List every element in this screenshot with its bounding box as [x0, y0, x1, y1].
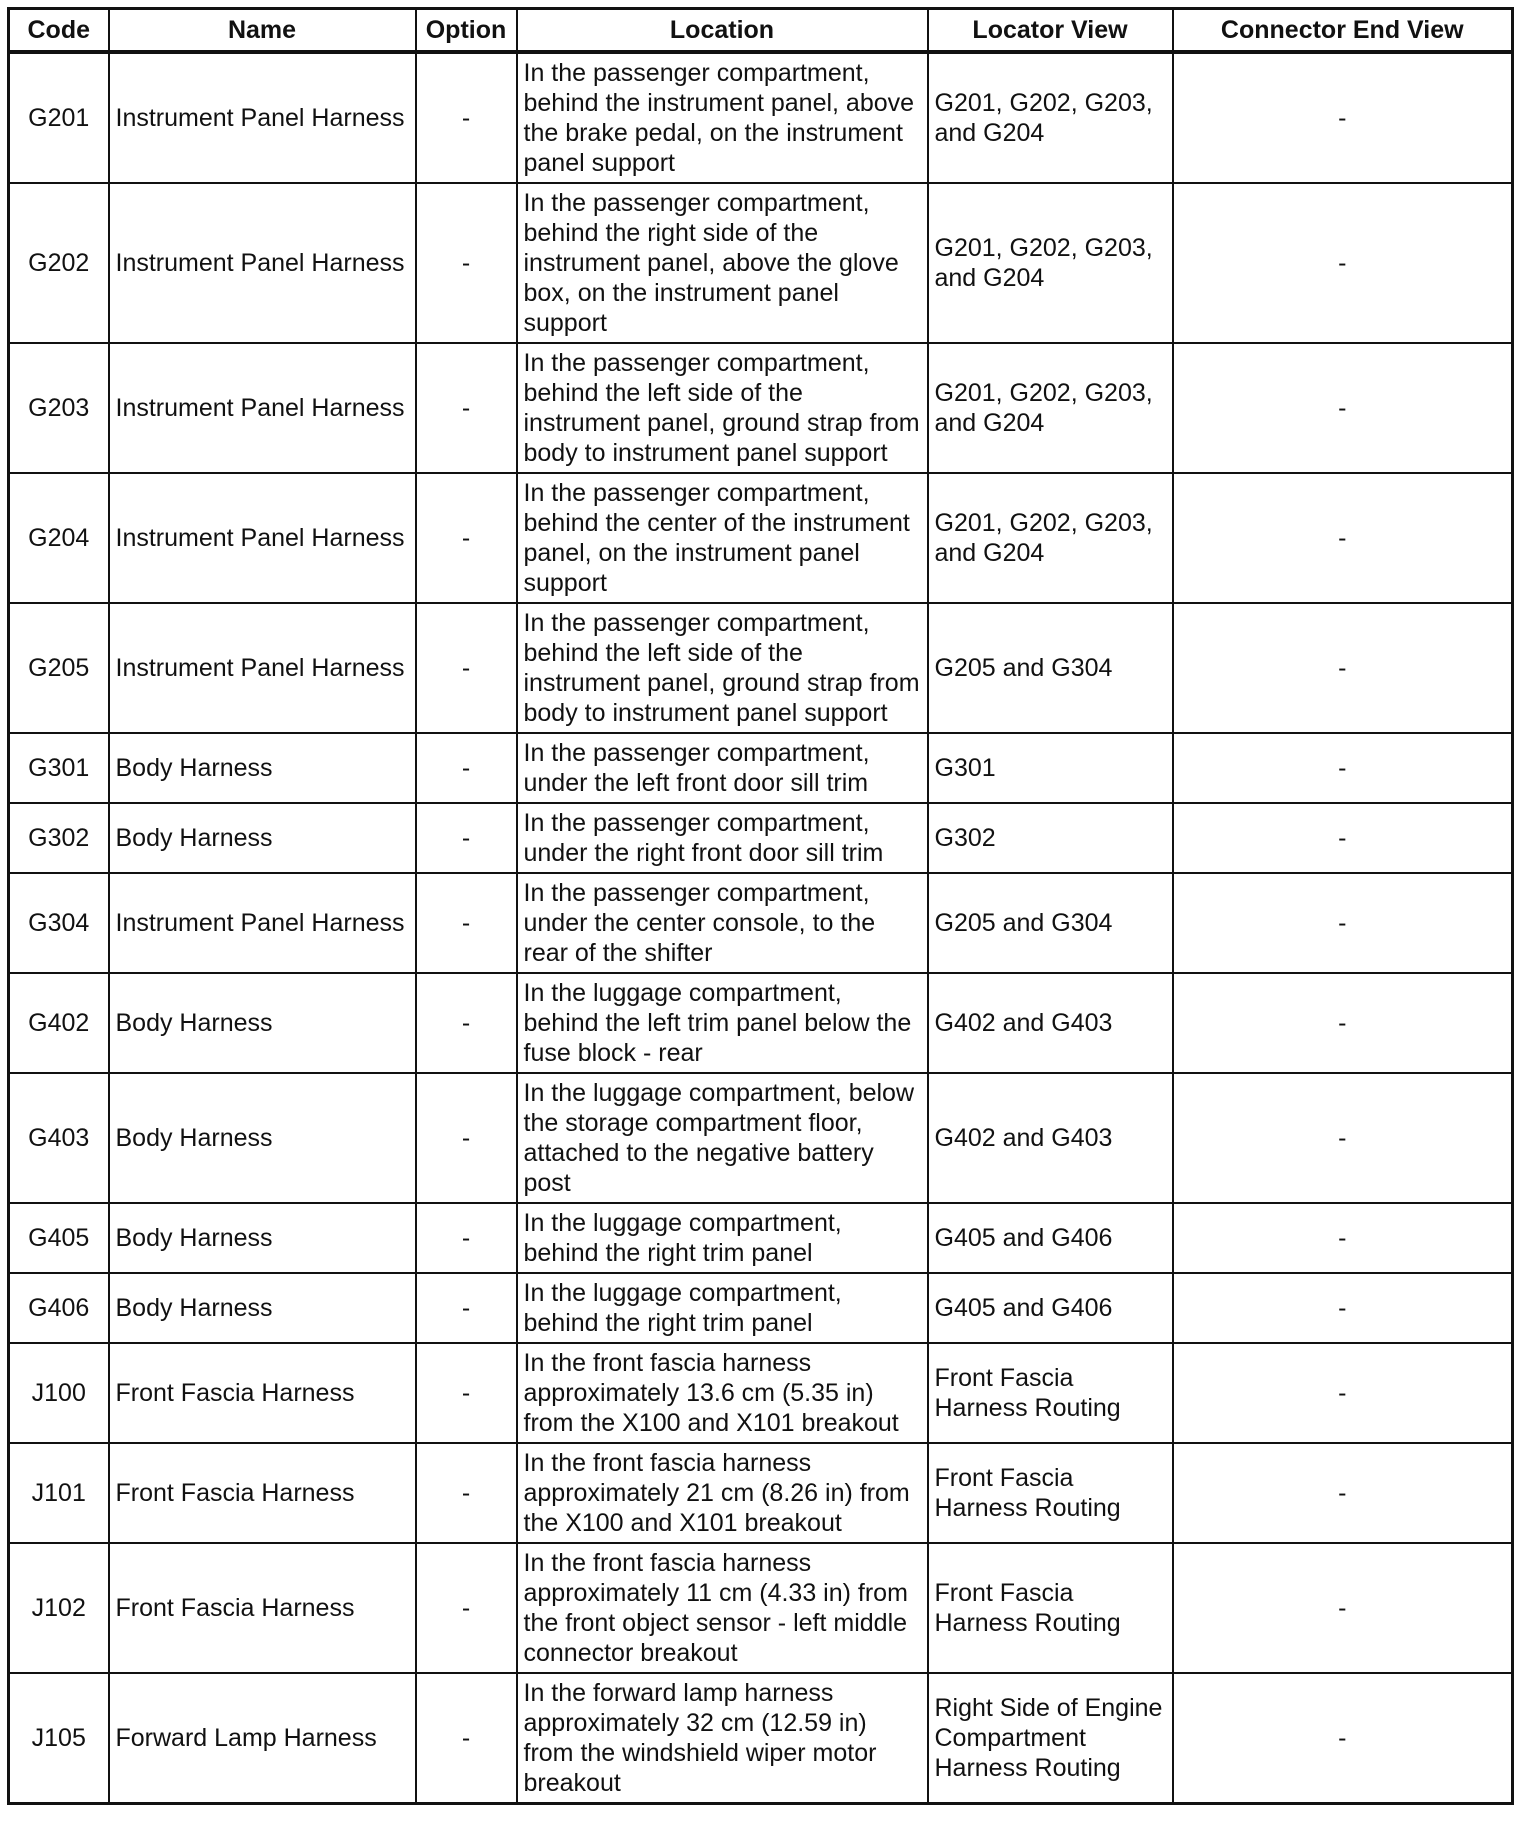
cell-code: G201 [9, 52, 109, 183]
cell-location: In the passenger compartment, behind the center of the instrument panel, on the instrument panel support [517, 473, 928, 603]
cell-location: In the luggage compartment, behind the right trim panel [517, 1273, 928, 1343]
cell-location: In the passenger compartment, behind the right side of the instrument panel, above the glove box, on the instrument panel support [517, 183, 928, 343]
cell-option: - [416, 803, 517, 873]
cell-option: - [416, 973, 517, 1073]
header-name: Name [109, 9, 416, 53]
cell-name: Body Harness [109, 803, 416, 873]
cell-locator-view: G201, G202, G203, and G204 [928, 183, 1173, 343]
cell-name: Instrument Panel Harness [109, 473, 416, 603]
cell-name: Instrument Panel Harness [109, 603, 416, 733]
cell-location: In the luggage compartment, behind the left trim panel below the fuse block - rear [517, 973, 928, 1073]
table-row [9, 473, 1513, 603]
cell-locator-view: Right Side of Engine Compartment Harness Routing [928, 1673, 1173, 1804]
cell-connector-end-view: - [1173, 1273, 1513, 1343]
cell-location: In the passenger compartment, behind the left side of the instrument panel, ground strap from body to instrument panel support [517, 343, 928, 473]
cell-option: - [416, 1343, 517, 1443]
cell-code: J101 [9, 1443, 109, 1543]
cell-code: G205 [9, 603, 109, 733]
cell-name: Body Harness [109, 1073, 416, 1203]
cell-code: G304 [9, 873, 109, 973]
cell-connector-end-view: - [1173, 803, 1513, 873]
cell-option: - [416, 1443, 517, 1543]
cell-code: J100 [9, 1343, 109, 1443]
cell-code: G202 [9, 183, 109, 343]
cell-connector-end-view: - [1173, 343, 1513, 473]
table-header [9, 9, 1513, 53]
cell-code: G406 [9, 1273, 109, 1343]
table-row [9, 873, 1513, 973]
cell-connector-end-view: - [1173, 1543, 1513, 1673]
cell-option: - [416, 1273, 517, 1343]
cell-name: Instrument Panel Harness [109, 343, 416, 473]
table-row [9, 1673, 1513, 1804]
cell-option: - [416, 1673, 517, 1804]
cell-code: G302 [9, 803, 109, 873]
cell-locator-view: G405 and G406 [928, 1273, 1173, 1343]
cell-location: In the passenger compartment, behind the left side of the instrument panel, ground strap from body to instrument panel support [517, 603, 928, 733]
cell-connector-end-view: - [1173, 733, 1513, 803]
cell-location: In the front fascia harness approximately 21 cm (8.26 in) from the X100 and X101 breakout [517, 1443, 928, 1543]
cell-option: - [416, 183, 517, 343]
table-row [9, 733, 1513, 803]
cell-locator-view: G402 and G403 [928, 973, 1173, 1073]
cell-name: Body Harness [109, 733, 416, 803]
table-row [9, 1273, 1513, 1343]
cell-option: - [416, 343, 517, 473]
cell-name: Front Fascia Harness [109, 1343, 416, 1443]
header-location: Location [517, 9, 928, 53]
cell-location: In the passenger compartment, under the left front door sill trim [517, 733, 928, 803]
header-locator-view: Locator View [928, 9, 1173, 53]
table-body [9, 52, 1513, 1804]
cell-option: - [416, 733, 517, 803]
cell-name: Instrument Panel Harness [109, 183, 416, 343]
cell-locator-view: G201, G202, G203, and G204 [928, 473, 1173, 603]
header-connector-end-view: Connector End View [1173, 9, 1513, 53]
cell-connector-end-view: - [1173, 1443, 1513, 1543]
cell-connector-end-view: - [1173, 52, 1513, 183]
cell-name: Body Harness [109, 1273, 416, 1343]
table-row [9, 1543, 1513, 1673]
cell-locator-view: G201, G202, G203, and G204 [928, 343, 1173, 473]
cell-connector-end-view: - [1173, 603, 1513, 733]
cell-code: G203 [9, 343, 109, 473]
table-row [9, 343, 1513, 473]
cell-code: G403 [9, 1073, 109, 1203]
header-option: Option [416, 9, 517, 53]
cell-connector-end-view: - [1173, 873, 1513, 973]
cell-code: G402 [9, 973, 109, 1073]
cell-option: - [416, 603, 517, 733]
cell-code: J105 [9, 1673, 109, 1804]
header-row [9, 9, 1513, 53]
cell-connector-end-view: - [1173, 1673, 1513, 1804]
table-row [9, 603, 1513, 733]
cell-locator-view: Front Fascia Harness Routing [928, 1443, 1173, 1543]
cell-locator-view: G302 [928, 803, 1173, 873]
cell-connector-end-view: - [1173, 1203, 1513, 1273]
cell-locator-view: G205 and G304 [928, 873, 1173, 973]
cell-location: In the passenger compartment, under the right front door sill trim [517, 803, 928, 873]
cell-option: - [416, 473, 517, 603]
cell-name: Instrument Panel Harness [109, 873, 416, 973]
cell-option: - [416, 1203, 517, 1273]
cell-connector-end-view: - [1173, 973, 1513, 1073]
cell-location: In the luggage compartment, below the storage compartment floor, attached to the negative battery post [517, 1073, 928, 1203]
cell-option: - [416, 1073, 517, 1203]
cell-name: Front Fascia Harness [109, 1443, 416, 1543]
cell-locator-view: G205 and G304 [928, 603, 1173, 733]
table-row [9, 973, 1513, 1073]
table-row [9, 1343, 1513, 1443]
cell-code: G204 [9, 473, 109, 603]
component-location-table [7, 7, 1514, 1805]
component-location-table-sheet [7, 7, 1511, 1805]
cell-connector-end-view: - [1173, 473, 1513, 603]
cell-locator-view: G301 [928, 733, 1173, 803]
cell-locator-view: G402 and G403 [928, 1073, 1173, 1203]
cell-code: G405 [9, 1203, 109, 1273]
cell-location: In the luggage compartment, behind the right trim panel [517, 1203, 928, 1273]
cell-name: Front Fascia Harness [109, 1543, 416, 1673]
cell-name: Body Harness [109, 973, 416, 1073]
table-row [9, 52, 1513, 183]
cell-connector-end-view: - [1173, 1343, 1513, 1443]
cell-location: In the front fascia harness approximately 11 cm (4.33 in) from the front object sensor - left middle connector breakout [517, 1543, 928, 1673]
cell-location: In the front fascia harness approximately 13.6 cm (5.35 in) from the X100 and X101 breakout [517, 1343, 928, 1443]
cell-locator-view: G405 and G406 [928, 1203, 1173, 1273]
cell-location: In the forward lamp harness approximately 32 cm (12.59 in) from the windshield wiper motor breakout [517, 1673, 928, 1804]
header-code: Code [9, 9, 109, 53]
cell-option: - [416, 873, 517, 973]
cell-connector-end-view: - [1173, 183, 1513, 343]
cell-locator-view: Front Fascia Harness Routing [928, 1543, 1173, 1673]
table-row [9, 1073, 1513, 1203]
cell-option: - [416, 52, 517, 183]
table-row [9, 183, 1513, 343]
cell-locator-view: G201, G202, G203, and G204 [928, 52, 1173, 183]
cell-name: Body Harness [109, 1203, 416, 1273]
cell-name: Instrument Panel Harness [109, 52, 416, 183]
table-row [9, 803, 1513, 873]
cell-code: G301 [9, 733, 109, 803]
cell-location: In the passenger compartment, behind the instrument panel, above the brake pedal, on the instrument panel support [517, 52, 928, 183]
cell-code: J102 [9, 1543, 109, 1673]
table-row [9, 1203, 1513, 1273]
cell-connector-end-view: - [1173, 1073, 1513, 1203]
cell-name: Forward Lamp Harness [109, 1673, 416, 1804]
cell-locator-view: Front Fascia Harness Routing [928, 1343, 1173, 1443]
cell-location: In the passenger compartment, under the center console, to the rear of the shifter [517, 873, 928, 973]
cell-option: - [416, 1543, 517, 1673]
table-row [9, 1443, 1513, 1543]
